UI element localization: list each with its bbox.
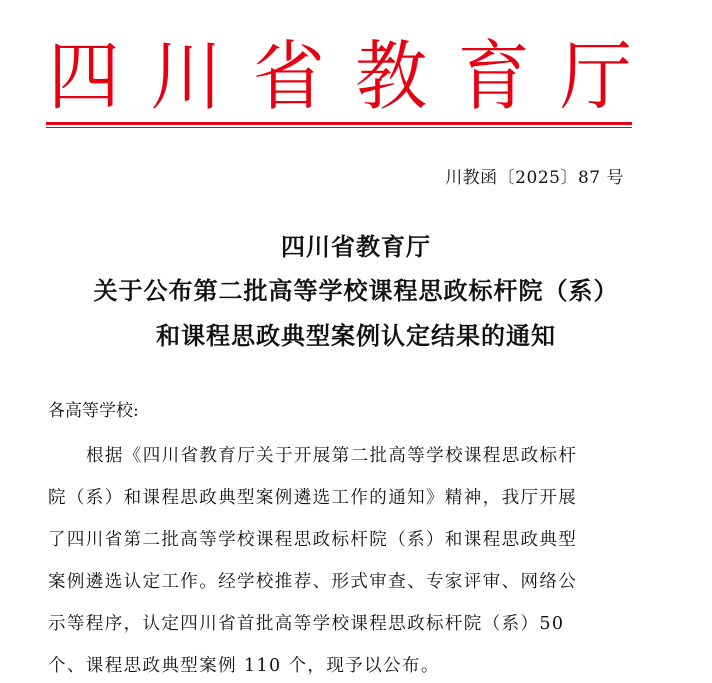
body-line: 根据《四川省教育厅关于开展第二批高等学校课程思政标杆	[86, 446, 578, 466]
letterhead-char: 省	[252, 31, 325, 121]
letterhead-char: 川	[150, 31, 223, 121]
title-line-1: 四川省教育厅	[281, 233, 431, 261]
letterhead	[48, 30, 632, 122]
letterhead-char: 教	[355, 31, 428, 121]
letterhead-rule-thin	[46, 127, 632, 128]
salutation: 各高等学校:	[48, 401, 139, 421]
body-line: 个、课程思政典型案例 110 个，现予以公布。	[48, 656, 440, 676]
letterhead-char: 四	[48, 31, 121, 121]
letterhead-char: 育	[457, 31, 530, 121]
title-line-2: 关于公布第二批高等学校课程思政标杆院（系）	[93, 277, 619, 305]
body-line: 了四川省第二批高等学校课程思政标杆院（系）和课程思政典型	[48, 530, 578, 550]
letterhead-char: 厅	[559, 31, 632, 121]
body-line: 院（系）和课程思政典型案例遴选工作的通知》精神，我厅开展	[48, 488, 578, 508]
title-line-3: 和课程思政典型案例认定结果的通知	[156, 322, 556, 350]
body-line: 示等程序，认定四川省首批高等学校课程思政标杆院（系）50	[48, 614, 565, 634]
letterhead-rule-thick	[46, 122, 632, 125]
body-line: 案例遴选认定工作。经学校推荐、形式审查、专家评审、网络公	[48, 572, 578, 592]
document-number: 川教函〔2025〕87 号	[445, 168, 624, 188]
